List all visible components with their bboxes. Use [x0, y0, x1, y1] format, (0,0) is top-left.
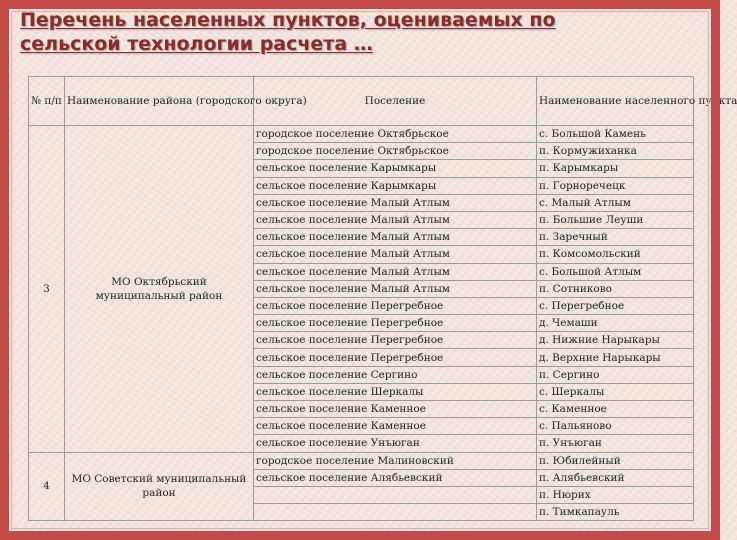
settlement-cell: сельское поселение Шеркалы: [254, 383, 537, 400]
settlement-cell: сельское поселение Алябьевский: [254, 469, 537, 486]
settlement-cell: сельское поселение Перегребное: [254, 315, 537, 332]
locality-cell: с. Пальяново: [537, 418, 694, 435]
locality-cell: с. Каменное: [537, 401, 694, 418]
page-title: Перечень населенных пунктов, оцениваемых по сельской технологии расчета …: [20, 9, 556, 55]
locality-cell: д. Верхние Нарыкары: [537, 349, 694, 366]
locality-cell: п. Унъюган: [537, 435, 694, 452]
settlement-cell: сельское поселение Малый Атлым: [254, 194, 537, 211]
header-settlement: Поселение: [254, 77, 537, 126]
settlement-cell: сельское поселение Перегребное: [254, 332, 537, 349]
settlement-cell: городское поселение Октябрьское: [254, 143, 537, 160]
table-row: [29, 452, 694, 469]
locality-cell: д. Чемаши: [537, 315, 694, 332]
header-num: № п/п: [29, 77, 65, 126]
settlement-cell: [254, 504, 537, 521]
locality-cell: п. Нюрих: [537, 486, 694, 503]
row-number-cell: 4: [29, 452, 65, 521]
header-locality: Наименование населенного пункта: [537, 77, 694, 126]
locality-cell: д. Нижние Нарыкары: [537, 332, 694, 349]
locality-cell: с. Перегребное: [537, 297, 694, 314]
settlement-cell: городское поселение Октябрьское: [254, 126, 537, 143]
settlement-cell: сельское поселение Перегребное: [254, 349, 537, 366]
locality-cell: п. Сергино: [537, 366, 694, 383]
settlement-cell: сельское поселение Карымкары: [254, 160, 537, 177]
locality-cell: п. Горноречецк: [537, 177, 694, 194]
settlement-cell: сельское поселение Карымкары: [254, 177, 537, 194]
locality-cell: п. Заречный: [537, 229, 694, 246]
district-cell: МО Октябрьский муниципальный район: [65, 126, 254, 453]
locality-cell: с. Малый Атлым: [537, 194, 694, 211]
row-number-cell: 3: [29, 126, 65, 453]
settlement-cell: сельское поселение Перегребное: [254, 297, 537, 314]
settlement-cell: сельское поселение Сергино: [254, 366, 537, 383]
settlement-cell: городское поселение Малиновский: [254, 452, 537, 469]
locality-cell: п. Карымкары: [537, 160, 694, 177]
locality-cell: п. Большие Леуши: [537, 211, 694, 228]
settlement-cell: сельское поселение Малый Атлым: [254, 246, 537, 263]
district-cell: МО Советский муниципальный район: [65, 452, 254, 521]
table-header-row: [29, 77, 694, 126]
locality-cell: п. Алябьевский: [537, 469, 694, 486]
header-district: Наименование района (городского округа): [65, 77, 254, 126]
settlement-cell: сельское поселение Каменное: [254, 401, 537, 418]
locality-cell: с. Большой Камень: [537, 126, 694, 143]
locality-cell: п. Комсомольский: [537, 246, 694, 263]
settlement-cell: сельское поселение Малый Атлым: [254, 263, 537, 280]
locality-cell: п. Кормужиханка: [537, 143, 694, 160]
settlement-cell: сельское поселение Каменное: [254, 418, 537, 435]
locality-cell: п. Юбилейный: [537, 452, 694, 469]
settlement-cell: сельское поселение Унъюган: [254, 435, 537, 452]
locality-cell: п. Сотниково: [537, 280, 694, 297]
settlement-cell: сельское поселение Малый Атлым: [254, 211, 537, 228]
settlement-cell: сельское поселение Малый Атлым: [254, 229, 537, 246]
locality-cell: с. Большой Атлым: [537, 263, 694, 280]
locality-cell: с. Шеркалы: [537, 383, 694, 400]
localities-table: [28, 76, 737, 521]
locality-cell: п. Тимкапауль: [537, 504, 694, 521]
settlement-cell: [254, 486, 537, 503]
settlement-cell: сельское поселение Малый Атлым: [254, 280, 537, 297]
table-row: [29, 126, 694, 143]
